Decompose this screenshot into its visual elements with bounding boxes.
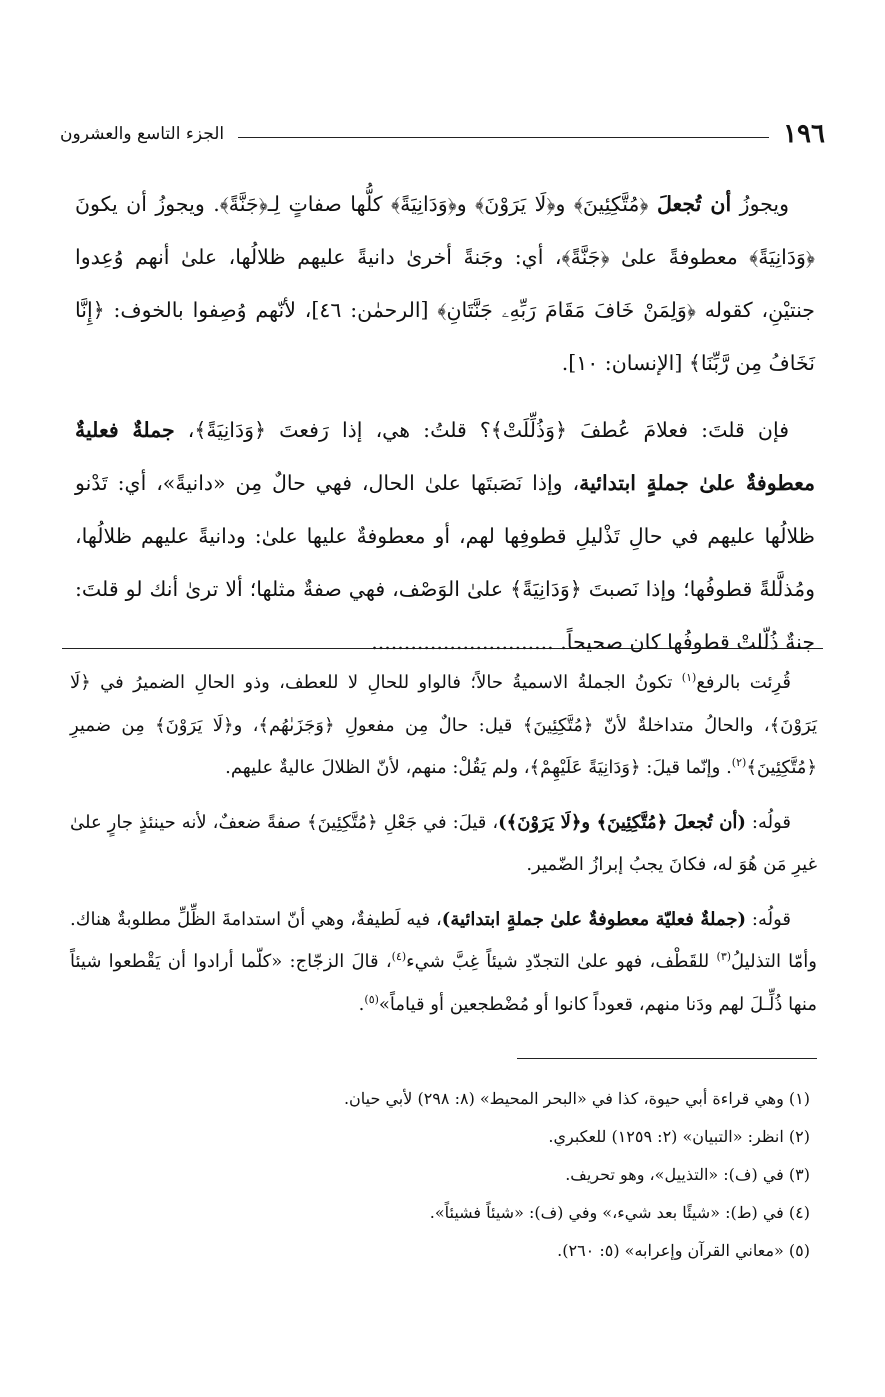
footnote-separator [517, 1058, 817, 1059]
main-paragraph-2 [75, 404, 815, 669]
commentary-paragraph-3 [70, 899, 817, 1027]
commentary-p2-bold-phrase: (أن تُجعلَ ﴿مُتَّكِئِينَ﴾ و﴿لَا يَرَوْنَ﴾) [498, 811, 746, 833]
main-text [75, 178, 815, 669]
footnote-1: (١) وهي قراءة أبي حيوة، كذا في «البحر المحيط» (٨: ٢٩٨) لأبي حيان. [343, 1089, 810, 1108]
footnote-5: (٥) «معاني القرآن وإعرابه» (٥: ٢٦٠). [557, 1241, 810, 1260]
main-p1-text-2: ﴿مُتَّكِئِينَ﴾ و﴿لَا يَرَوْنَ﴾ و﴿وَدَانِيَةً﴾ كلُّها صفاتٍ لِـ﴿جَنَّةً﴾. ويجوزُ أن يكونَ ﴿وَدَانِيَةً﴾ معطوفةً علىٰ ﴿جَنَّةً﴾، أي: وجَنةً أخرىٰ دانيةً عليهم ظلالُها، علىٰ أنهم وُعِدوا جنتيْنِ، كقوله ﴿وَلِمَنْ خَافَ مَقَامَ رَبِّهِۦ جَنَّتَانِ﴾ [الرحمٰن: ٤٦]، لأنّهم وُصِفوا بالخوف: ﴿إِنَّا نَخَافُ مِن رَّبِّنَا﴾ [الإنسان: ١٠]. [75, 192, 815, 375]
header-rule [238, 137, 769, 138]
footnote-marker-1: (١) [681, 671, 697, 684]
commentary [70, 662, 817, 1026]
commentary-p1-text-1: قُرِئت بالرفع [696, 672, 791, 693]
footnote-3: (٣) في (ف): «التذييل»، وهو تحريف. [565, 1165, 810, 1184]
commentary-p1-text-3: . وإنّما قيلَ: ﴿وَدَانِيَةً عَلَيْهِمْ﴾، ولم يَقُلْ: منهم، لأنّ الظلالَ عاليةٌ عليهم. [225, 757, 732, 778]
commentary-separator [62, 648, 823, 649]
main-p2-dots: ............................ [371, 630, 561, 654]
commentary-p3-text-2: ، فيه لَطيفةٌ، وهي أنّ استدامةَ الظِّلِّ مطلوبةٌ هناك. وأمّا التذليلُ [70, 908, 817, 972]
commentary-p2-text-2: ، قيلَ: في جَعْلِ ﴿مُتَّكِئِينَ﴾ صفةً ضعفٌ، لأنه حينئذٍ جارٍ علىٰ غيرِ مَن هُوَ له، فكانَ يجبُ إبرازُ الضّمير. [70, 811, 817, 875]
footnote-marker-5: (٥) [364, 992, 379, 1006]
footnote-marker-3: (٣) [716, 950, 732, 963]
commentary-paragraph-1 [70, 662, 817, 790]
commentary-p3-text-5: . [358, 993, 365, 1015]
page-number: ١٩٦ [783, 119, 825, 149]
page-header [60, 112, 825, 156]
footnote-marker-4: (٤) [391, 950, 407, 963]
main-paragraph-1 [75, 178, 815, 390]
footnote-2: (٢) انظر: «التبيان» (٢: ١٢٥٩) للعكبري. [548, 1127, 810, 1146]
footnote-marker-2: (٢) [731, 756, 747, 769]
commentary-p3-bold-phrase: (جملةٌ فعليّة معطوفةٌ علىٰ جملةٍ ابتدائية) [441, 908, 747, 930]
main-p2-bold-phrase: جملةٌ فعليةٌ معطوفةٌ علىٰ جملةٍ ابتدائية [75, 418, 816, 495]
main-p2-text-1: فإن قلتَ: فعلامَ عُطفَ ﴿وَذُلِّلَتْ﴾؟ قلتُ: هي، إذا رَفعتَ ﴿وَدَانِيَةً﴾، [174, 418, 789, 442]
main-p2-text-2: ، وإذا نَصَبتَها علىٰ الحال، فهي حالٌ مِن «دانيةً»، أي: تَدْنو ظلالُها عليهم في حالِ تَذْليلِ قطوفِها لهم، أو معطوفةٌ عليها علىٰ: ودانيةً عليهم ظلالُها، ومُذلَّلةً قطوفُها؛ وإذا نَصبتَ ﴿وَدَانِيَةً﴾ علىٰ الوَصْف، فهي صفةٌ مثلها؛ ألا ترىٰ أنك لو قلتَ: جنةٌ ذُلّلتْ قطوفُها كان صحيحاً. [75, 471, 815, 654]
running-title: الجزء التاسع والعشرون [60, 124, 225, 144]
footnote-4: (٤) في (ط): «شيئًا بعد شيء،» وفي (ف): «شيئاً فشيئاً». [429, 1203, 810, 1222]
commentary-paragraph-2 [70, 802, 817, 887]
commentary-p3-text-1: قولُه: [746, 908, 792, 930]
commentary-p3-text-3: للقَطْف، فهو علىٰ التجدّدِ شيئاً غِبَّ شيء [406, 951, 717, 972]
commentary-p1-text-2: تكونُ الجملةُ الاسميةُ حالاً؛ فالواو للحالِ لا للعطف، وذو الحالِ الضميرُ في ﴿لَا يَرَوْنَ﴾، والحالُ متداخلةٌ لأنّ ﴿مُتَّكِئِينَ﴾ قيل: حالٌ مِن مفعولِ ﴿وَجَزَىٰهُم﴾، و﴿لَا يَرَوْنَ﴾ مِن ضميرِ ﴿مُتَّكِئِينَ﴾ [70, 672, 817, 778]
main-p1-text-1: ويجوزُ [731, 192, 789, 216]
main-p1-bold-phrase: أن تُجعلَ [656, 192, 732, 216]
commentary-p3-text-4: ، قالَ الزجّاج: «كلّما أرادوا أن يَقْطعوا شيئاً منها ذُلِّـلَ لهم ودَنا منهم، قعوداً كانوا أو مُضْطجعين أو قياماً» [70, 951, 817, 1015]
footnotes [70, 1080, 810, 1270]
commentary-p2-text-1: قولُه: [745, 811, 792, 833]
